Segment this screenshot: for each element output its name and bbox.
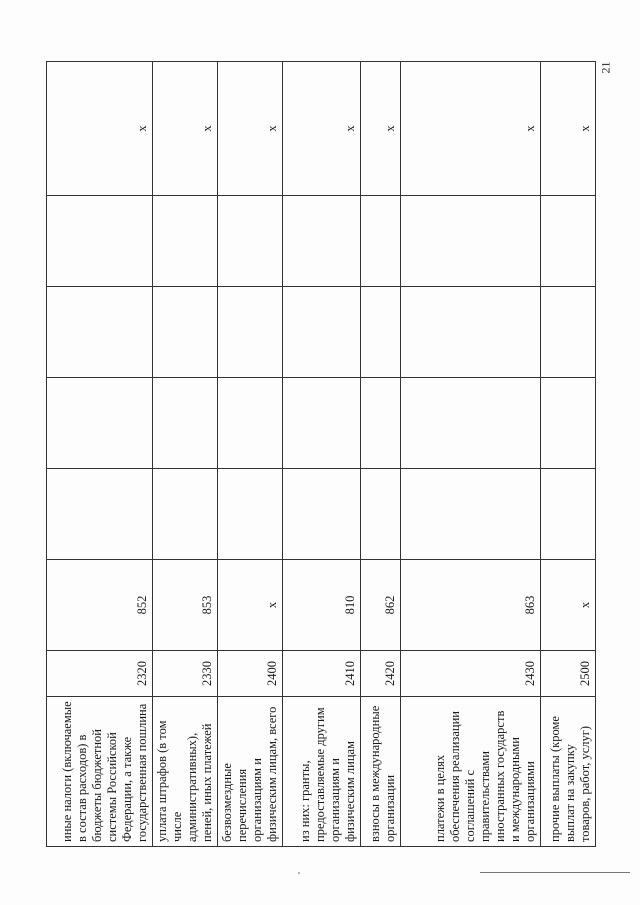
row-code: 2420 [361, 651, 401, 697]
row-mark: x [218, 62, 283, 196]
table-row [283, 62, 361, 847]
empty-cell [218, 469, 283, 560]
empty-cell [153, 287, 218, 378]
row-code: 2410 [283, 651, 361, 697]
empty-cell [401, 196, 541, 287]
row-name: уплата штрафов (в том числе административных), пеней, иных платежей [153, 697, 218, 847]
page-number: 21 [598, 61, 613, 74]
row-code: 2400 [218, 651, 283, 697]
empty-cell [153, 196, 218, 287]
row-name: платежи в целях обеспечения реализации соглашений с правительствами иностранных государств и международными организациями [401, 697, 541, 847]
row-kosgu: 810 [283, 560, 361, 651]
row-name: из них: гранты, предоставляемые другим организациям и физическим лицам [283, 697, 361, 847]
row-kosgu: x [218, 560, 283, 651]
scan-speck [298, 872, 300, 874]
empty-cell [47, 378, 153, 469]
rotated-table-frame [46, 62, 592, 847]
empty-cell [283, 469, 361, 560]
row-name: прочие выплаты (кроме выплат на закупку товаров, работ, услуг) [541, 697, 596, 847]
row-code: 2320 [47, 651, 153, 697]
empty-cell [283, 378, 361, 469]
row-code: 2330 [153, 651, 218, 697]
empty-cell [541, 378, 596, 469]
budget-table [46, 61, 596, 847]
table-row [47, 62, 153, 847]
row-mark: x [541, 62, 596, 196]
empty-cell [361, 287, 401, 378]
empty-cell [218, 378, 283, 469]
empty-cell [47, 469, 153, 560]
footer-rule [480, 872, 630, 873]
table-row [153, 62, 218, 847]
empty-cell [47, 196, 153, 287]
empty-cell [47, 287, 153, 378]
empty-cell [401, 469, 541, 560]
row-kosgu: 853 [153, 560, 218, 651]
empty-cell [541, 469, 596, 560]
row-mark: x [361, 62, 401, 196]
empty-cell [218, 196, 283, 287]
table-row [361, 62, 401, 847]
row-mark: x [401, 62, 541, 196]
empty-cell [153, 469, 218, 560]
table-row [218, 62, 283, 847]
row-name: взносы в международные организации [361, 697, 401, 847]
row-mark: x [153, 62, 218, 196]
row-name: иные налоги (включаемые в состав расходов) в бюджеты бюджетной системы Российской Федерации, а также государственная пошлина [47, 697, 153, 847]
empty-cell [361, 196, 401, 287]
empty-cell [401, 287, 541, 378]
table-container [46, 62, 592, 847]
row-kosgu: 862 [361, 560, 401, 651]
row-kosgu: 852 [47, 560, 153, 651]
row-mark: x [283, 62, 361, 196]
row-kosgu: 863 [401, 560, 541, 651]
empty-cell [361, 469, 401, 560]
empty-cell [153, 378, 218, 469]
empty-cell [401, 378, 541, 469]
empty-cell [361, 378, 401, 469]
row-code: 2500 [541, 651, 596, 697]
row-kosgu: x [541, 560, 596, 651]
table-row [541, 62, 596, 847]
row-code: 2430 [401, 651, 541, 697]
row-mark: x [47, 62, 153, 196]
row-name: безвозмездные перечисления организациям и физическим лицам, всего [218, 697, 283, 847]
empty-cell [218, 287, 283, 378]
empty-cell [283, 196, 361, 287]
empty-cell [541, 287, 596, 378]
empty-cell [283, 287, 361, 378]
empty-cell [541, 196, 596, 287]
table-row [401, 62, 541, 847]
